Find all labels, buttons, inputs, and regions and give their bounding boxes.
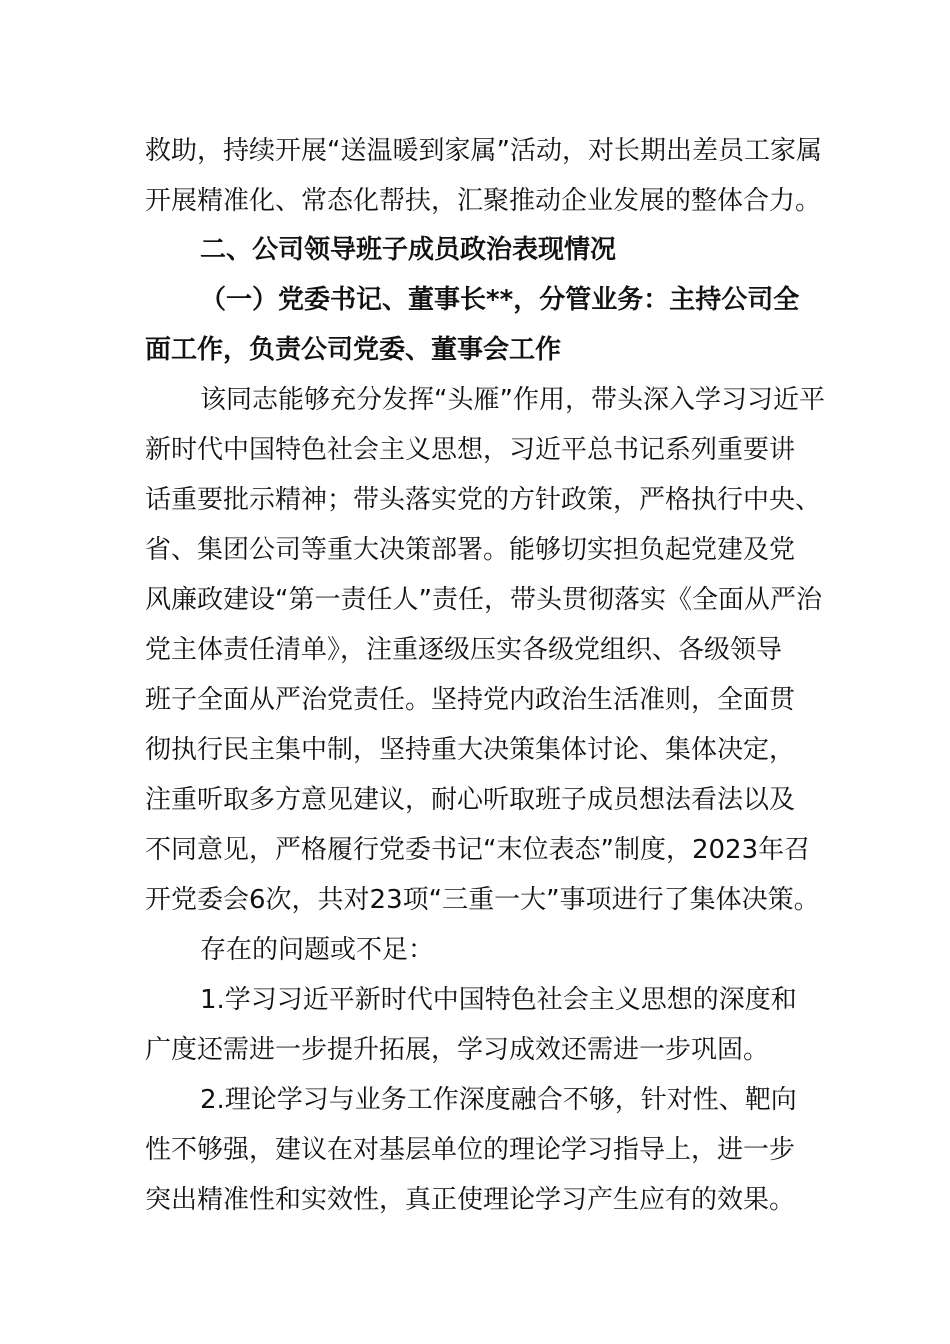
paragraph-line: 注重听取多方意见建议，耐心听取班子成员想法看法以及 [145,785,796,815]
paragraph-line: 话重要批示精神；带头落实党的方针政策，严格执行中央、 [145,485,822,515]
paragraph-line: 开党委会6次，共对23项“三重一大”事项进行了集体决策。 [145,885,820,915]
list-item-1-continued: 广度还需进一步提升拓展，学习成效还需进一步巩固。 [145,1035,770,1065]
subsection-heading: （一）党委书记、董事长**，分管业务：主持公司全 [200,285,800,315]
paragraph-line: 风廉政建设“第一责任人”责任，带头贯彻落实《全面从严治 [145,585,822,615]
section-heading: 二、公司领导班子成员政治表现情况 [200,235,617,265]
paragraph-line: 不同意见，严格履行党委书记“末位表态”制度，2023年召 [145,835,811,865]
paragraph-line: 救助，持续开展“送温暖到家属”活动，对长期出差员工家属 [145,136,822,166]
problems-label: 存在的问题或不足： [200,935,435,965]
paragraph-line: 新时代中国特色社会主义思想，习近平总书记系列重要讲 [145,435,796,465]
paragraph-line: 省、集团公司等重大决策部署。能够切实担负起党建及党 [145,535,796,565]
paragraph-line: 彻执行民主集中制，坚持重大决策集体讨论、集体决定， [145,735,796,765]
list-item-2: 2.理论学习与业务工作深度融合不够，针对性、靶向 [200,1085,797,1115]
subsection-heading-continued: 面工作，负责公司党委、董事会工作 [145,335,562,365]
list-item-2-continued: 性不够强，建议在对基层单位的理论学习指导上，进一步 [145,1135,796,1165]
paragraph-line: 党主体责任清单》，注重逐级压实各级党组织、各级领导 [145,635,783,665]
list-item-2-continued: 突出精准性和实效性，真正使理论学习产生应有的效果。 [145,1185,796,1215]
list-item-1: 1.学习习近平新时代中国特色社会主义思想的深度和 [200,985,797,1015]
paragraph-line: 开展精准化、常态化帮扶，汇聚推动企业发展的整体合力。 [145,186,822,216]
paragraph-line: 该同志能够充分发挥“头雁”作用，带头深入学习习近平 [200,385,825,415]
paragraph-line: 班子全面从严治党责任。坚持党内政治生活准则，全面贯 [145,685,796,715]
